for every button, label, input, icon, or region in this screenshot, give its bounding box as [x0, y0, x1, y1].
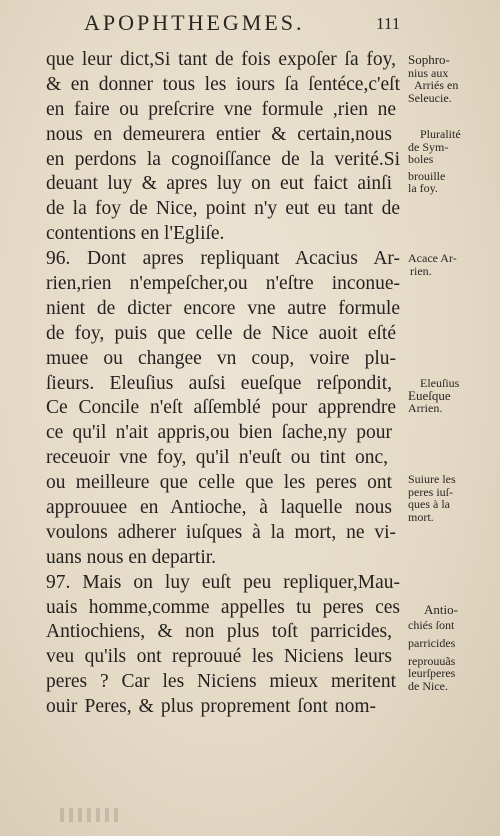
text-line: de la foy de Nice, point n'y eut eu tant de	[46, 198, 400, 220]
margin-note-line: Eueſque	[408, 387, 451, 403]
margin-note-line: Seleucie.	[408, 90, 452, 105]
text-line: uais homme,comme appelles tu peres ces	[46, 596, 400, 618]
margin-note-line: ques à la	[408, 497, 450, 511]
margin-note-line: reprouuãs	[408, 653, 456, 668]
text-line: muee ou changee vn coup, voire plu-	[46, 347, 396, 369]
page-number: 111	[376, 14, 401, 33]
text-line: receuoir vne foy, qu'il n'euſt ou tint onc,	[46, 447, 388, 469]
margin-note-suiure	[408, 473, 456, 523]
text-line: nous en demeurera entier & certain,nous	[46, 123, 392, 145]
text-line: en perdons la cognoiſſance de la verité.Si	[46, 148, 400, 170]
margin-note-line: parricides	[408, 636, 456, 650]
margin-note-line: Pluralité	[420, 127, 461, 141]
margin-note-line: Eleuſius	[420, 376, 460, 390]
text-line: deuant luy & apres luy on eut faict ainſi	[46, 173, 392, 195]
margin-note-line: leurſperes	[408, 666, 456, 680]
margin-note-line: Suiure les	[408, 472, 456, 486]
text-line: 97. Mais on luy euſt peu repliquer,Mau-	[46, 571, 400, 593]
text-line: Antiochiens, & non plus toſt parricides,	[46, 621, 392, 643]
text-line: ouir Peres, & plus proprement ſont nom-	[46, 696, 376, 718]
text-line: uans nous en departir.	[46, 546, 217, 568]
margin-note-line: brouille	[408, 168, 446, 183]
running-title: APOPHTHEGMES.	[84, 10, 305, 35]
margin-note-line: Sophro-	[408, 52, 450, 67]
text-line: ſieurs. Eleuſius auſsi eueſque reſpondit,	[46, 372, 392, 394]
show-through-ink	[60, 808, 120, 822]
text-line: que leur dict,Si tant de fois expoſer ſa foy,	[46, 49, 396, 70]
margin-note-line: Antio-	[424, 602, 458, 617]
body-text	[46, 48, 400, 720]
text-line: contentions en l'Egliſe.	[46, 223, 225, 245]
margin-note-line: chiés ſont	[408, 617, 455, 632]
margin-note-acace	[408, 252, 457, 277]
text-line: voulons adherer iuſques à la mort, ne vi-	[46, 521, 396, 543]
margin-note-sophronius	[408, 54, 458, 104]
margin-note-pluralite	[408, 128, 461, 195]
margin-note-line: rien.	[410, 263, 432, 278]
margin-note-line: mort.	[408, 509, 434, 524]
margin-note-antiochiens	[408, 604, 458, 692]
text-line: & en donner tous les iours ſa ſentéce,c'eſt	[46, 73, 400, 95]
text-line: ce qu'il n'ait appris,ou bien ſache,ny pour	[46, 422, 392, 444]
margin-note-line: boles	[408, 152, 434, 166]
text-line: approuuee en Antioche, à laquelle nous	[46, 497, 392, 519]
text-line: ou meilleure que celle que les peres ont	[46, 472, 392, 494]
text-line: de foy, puis que celle de Nice auoit eſté	[46, 322, 396, 344]
text-line: nient de dicter encore vne autre formule	[46, 297, 400, 319]
text-line: Ce Concile n'eſt aſſemblé pour apprendre	[46, 397, 396, 419]
margin-note-eleusius	[408, 377, 459, 415]
margin-note-line: nius aux	[408, 65, 449, 80]
margin-note-line: Arriés en	[414, 78, 459, 92]
text-line: peres ? Car les Niciens mieux meritent	[46, 671, 396, 693]
margin-note-line: la foy.	[408, 181, 438, 195]
margin-note-line: Acace Ar-	[408, 251, 457, 265]
margin-note-line: peres iuſ-	[408, 484, 453, 499]
text-line: 96. Dont apres repliquant Acacius Ar-	[46, 248, 400, 270]
margin-note-line: Arrien.	[408, 401, 443, 415]
text-line: rien,rien n'empeſcher,ou n'eſtre inconue-	[46, 273, 400, 295]
text-line: veu qu'ils ont reprouué les Niciens leurs	[46, 646, 392, 668]
margin-note-line: de Nice.	[408, 678, 448, 693]
margin-note-line: de Sym-	[408, 139, 449, 154]
text-line: en faire ou preſcrire vne formule ,rien ne	[46, 98, 396, 120]
